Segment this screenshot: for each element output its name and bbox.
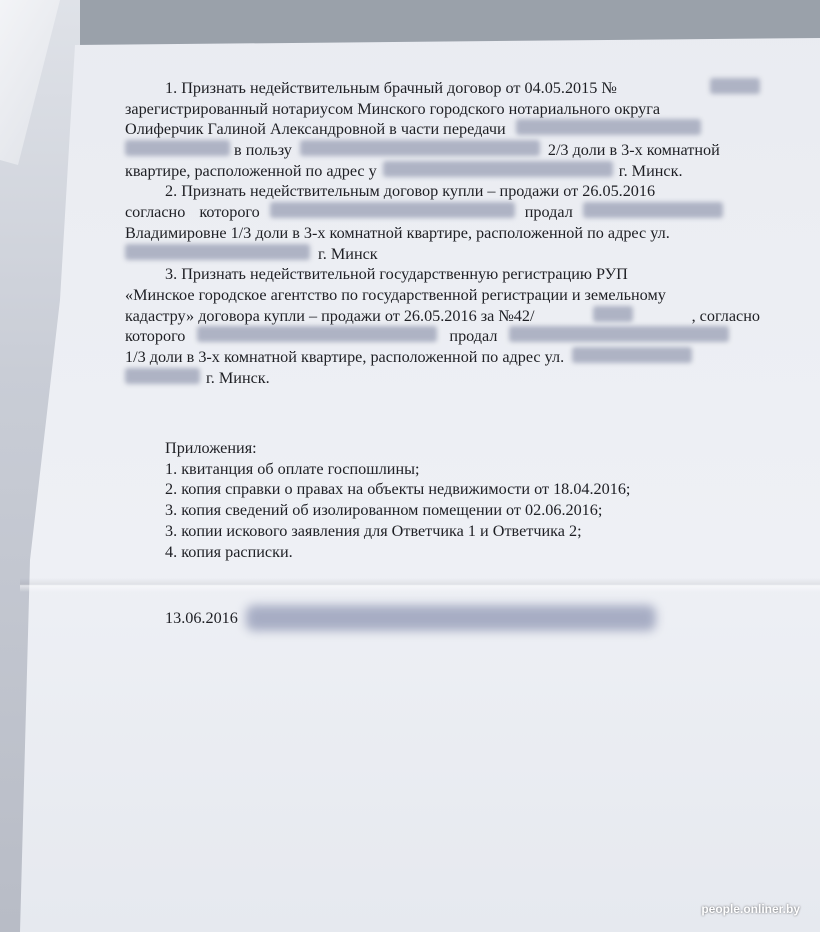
redaction	[125, 368, 200, 384]
signature-row	[165, 605, 656, 631]
redaction	[509, 326, 729, 342]
attachment-item: 4. копия расписки.	[165, 542, 293, 561]
attachments-title: Приложения:	[165, 439, 257, 457]
p3-line1: 3. Признать недействительной государственную регистрацию РУП	[165, 265, 628, 284]
p3-line5: 1/3 доли в 3-х комнатной квартире, расположенной по адрес ул.	[125, 347, 760, 368]
redaction	[300, 140, 540, 156]
p1-line4: в пользу 2/3 доли в 3-х комнатной	[125, 140, 760, 161]
redaction	[516, 119, 701, 135]
redaction	[197, 326, 437, 342]
p3-line4: которого продал	[125, 326, 760, 347]
p3-line3: кадастру» договора купли – продажи от 26.05.2016 за №42/ , согласно	[125, 306, 760, 325]
redaction	[593, 306, 633, 322]
attachment-item: 2. копия справки о правах на объекты недвижимости от 18.04.2016;	[165, 480, 631, 499]
p1-line5: квартире, расположенной по адрес у г. Минск.	[125, 161, 683, 180]
p3-line2: «Минское городское агентство по государственной регистрации и земельному	[125, 285, 666, 304]
attachment-item: 3. копия сведений об изолированном помещении от 02.06.2016;	[165, 501, 603, 520]
watermark: people.onliner.by	[701, 902, 800, 916]
p2-line1: 2. Признать недействительным договор купли – продажи от 26.05.2016	[165, 182, 656, 201]
paper-fold	[20, 578, 820, 592]
p1-line1: 1. Признать недействительным брачный договор от 04.05.2015 №	[125, 78, 760, 99]
p2-line3: Владимировне 1/3 доли в 3-х комнатной квартире, расположенной по адрес ул.	[125, 223, 670, 242]
redaction	[572, 347, 692, 363]
redaction	[125, 140, 230, 156]
document-body	[125, 78, 760, 388]
redaction	[270, 202, 515, 218]
p2-line2: согласно которого продал	[125, 202, 760, 223]
redaction	[383, 161, 613, 177]
signature-date: 13.06.2016	[165, 608, 238, 627]
p2-line4: г. Минск	[125, 244, 760, 265]
redaction	[583, 202, 723, 218]
redaction	[710, 78, 760, 94]
p3-line6: г. Минск.	[125, 368, 760, 389]
attachment-item: 3. копии искового заявления для Ответчика 1 и Ответчика 2;	[165, 521, 582, 540]
redaction	[125, 244, 310, 260]
attachment-item: 1. квитанция об оплате госпошлины;	[165, 459, 420, 478]
attachments	[165, 438, 630, 562]
signature-redaction	[246, 605, 656, 631]
p1-line3: Олиферчик Галиной Александровной в части передачи	[125, 119, 760, 140]
p1-line2: зарегистрированный нотариусом Минского городского нотариального округа	[125, 99, 661, 118]
